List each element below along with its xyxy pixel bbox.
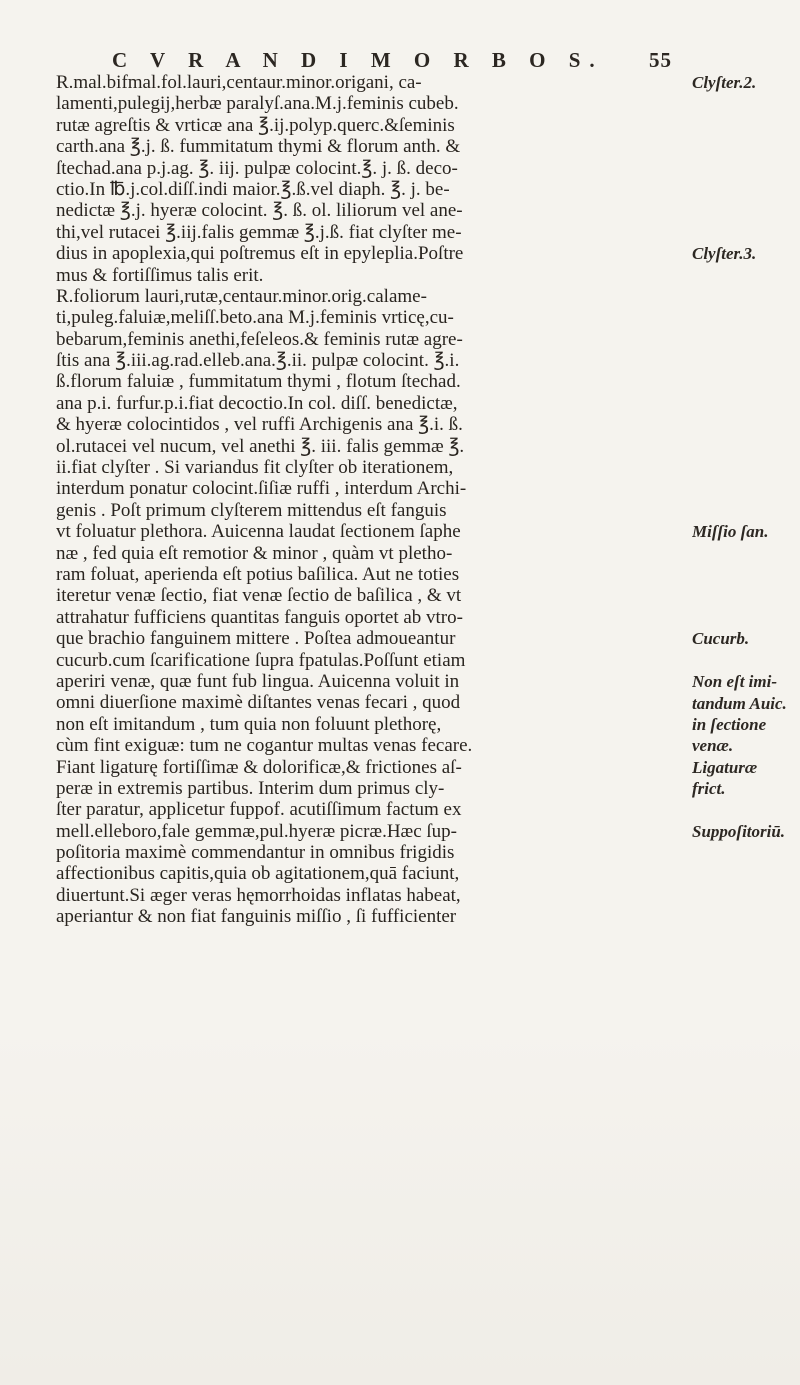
main-text-block	[56, 72, 688, 928]
margin-note: Cucurb.	[692, 629, 750, 649]
text-line: interdum ponatur colocint.ſiſiæ ruffi , interdum Archi-	[56, 478, 467, 500]
text-line: ß.florum faluiæ , fummitatum thymi , flotum ſtechad.	[56, 371, 461, 393]
text-line: ſtechad.ana p.j.ag. ℥. iij. pulpæ colocint.℥. j. ß. deco-	[56, 157, 458, 179]
margin-note: in ſectione	[692, 715, 767, 734]
margin-note: Clyſter.2.	[692, 73, 757, 92]
text-line: aperiri venæ, quæ funt fub lingua. Auicenna voluit in	[56, 670, 460, 692]
margin-note: Suppoſitoriū.	[692, 822, 786, 841]
running-head-title: C V R A N D I M O R B O S.	[112, 48, 604, 72]
text-line: dius in apoplexia,qui poſtremus eſt in epyleplia.Poſtre	[56, 243, 464, 265]
text-line: cucurb.cum ſcarificatione ſupra fpatulas.Poſſunt etiam	[56, 649, 466, 671]
text-line: ti,puleg.faluiæ,meliſſ.beto.ana M.j.feminis vrticę,cu-	[56, 307, 454, 329]
text-line: ctio.In ℔.j.col.diſſ.indi maior.℥.ß.vel diaph. ℥. j. be-	[56, 178, 450, 200]
text-line: genis . Poſt primum clyſterem mittendus eſt fanguis	[56, 499, 447, 521]
text-line: ana p.i. furfur.p.i.fiat decoctio.In col. diſſ. benedictæ,	[56, 392, 458, 414]
margin-note: tandum Auic.	[692, 693, 787, 713]
text-line: que brachio fanguinem mittere . Poſtea admoueantur	[56, 628, 456, 650]
text-line: non eſt imitandum , tum quia non foluunt plethorę,	[56, 713, 442, 735]
text-line: aperiantur & non fiat fanguinis miſſio , ſi fufficienter	[56, 906, 457, 928]
text-line: bebarum,feminis anethi,feſeleos.& feminis rutæ agre-	[56, 328, 463, 350]
margin-note: Non eſt imi-	[692, 672, 777, 692]
text-line: R.foliorum lauri,rutæ,centaur.minor.orig.calame-	[56, 285, 427, 307]
text-line: attrahatur fufficiens quantitas fanguis oportet ab vtro-	[56, 606, 463, 628]
text-line: ram foluat, aperienda eſt potius baſilica. Aut ne toties	[56, 563, 460, 585]
text-line: cùm fint exiguæ: tum ne cogantur multas venas fecare.	[56, 735, 473, 757]
text-line: mell.elleboro,fale gemmæ,pul.hyeræ picræ.Hæc ſup-	[56, 820, 458, 842]
margin-note: Clyſter.3.	[692, 244, 757, 264]
text-line: peræ in extremis partibus. Interim dum primus cly-	[56, 777, 445, 799]
text-line: & hyeræ colocintidos , vel ruffi Archigenis ana ℥.i. ß.	[56, 414, 463, 436]
text-line: ſter paratur, applicetur fuppof. acutiſſimum factum ex	[56, 799, 462, 821]
text-line: carth.ana ℥.j. ß. fummitatum thymi & florum anth. &	[56, 136, 461, 158]
text-line: thi,vel rutacei ℥.iij.falis gemmæ ℥.j.ß. fiat clyſter me-	[56, 221, 462, 243]
text-line: næ , fed quia eſt remotior & minor , quàm vt pletho-	[56, 542, 453, 564]
page-shading	[0, 1025, 800, 1385]
text-line: ſtis ana ℥.iii.ag.rad.elleb.ana.℥.ii. pulpæ colocint. ℥.i.	[56, 350, 460, 372]
text-line: R.mal.bifmal.fol.lauri,centaur.minor.origani, ca-	[56, 72, 422, 93]
text-line: iteretur venæ ſectio, fiat venæ ſectio de baſilica , & vt	[56, 585, 462, 607]
text-line: affectionibus capitis,quia ob agitationem,quā faciunt,	[56, 863, 460, 885]
text-line: ii.fiat clyſter . Si variandus fit clyſter ob iterationem,	[56, 457, 454, 479]
text-line: ol.rutacei vel nucum, vel anethi ℥. iii. falis gemmæ ℥.	[56, 435, 465, 457]
text-line: nedictæ ℥.j. hyeræ colocint. ℥. ß. ol. liliorum vel ane-	[56, 200, 463, 222]
margin-note: Miſſio ſan.	[692, 522, 769, 542]
margin-note: venæ.	[692, 736, 734, 756]
text-line: mus & fortiſſimus talis erit.	[56, 264, 264, 286]
text-line: diuertunt.Si æger veras hęmorrhoidas inflatas habeat,	[56, 884, 461, 906]
text-line: Fiant ligaturę fortiſſimæ & dolorificæ,& frictiones aſ-	[56, 756, 462, 778]
text-line: lamenti,pulegij,herbæ paralyſ.ana.M.j.feminis cubeb.	[56, 93, 459, 115]
text-line: poſitoria maximè commendantur in omnibus frigidis	[56, 842, 455, 864]
text-line: omni diuerſione maximè diſtantes venas fecari , quod	[56, 692, 461, 714]
margin-note: frict.	[692, 779, 726, 799]
margin-note: Ligaturæ	[692, 757, 758, 777]
text-line: vt foluatur plethora. Auicenna laudat ſectionem ſaphe	[56, 521, 461, 543]
text-line: rutæ agreſtis & vrticæ ana ℥.ij.polyp.querc.&ſeminis	[56, 114, 455, 136]
page-number: 55	[649, 48, 672, 72]
